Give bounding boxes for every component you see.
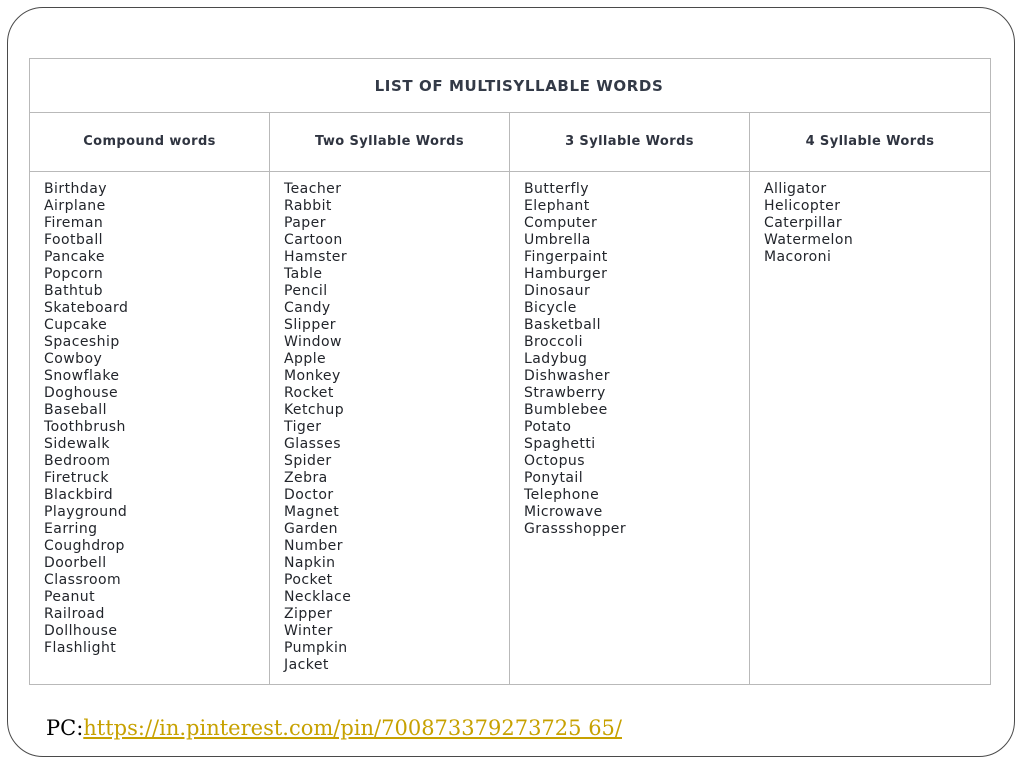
word-item: Zebra bbox=[284, 470, 328, 486]
word-item: Sidewalk bbox=[44, 436, 110, 452]
word-item: Window bbox=[284, 334, 342, 350]
word-item: Number bbox=[284, 538, 343, 554]
column-compound-words bbox=[30, 171, 270, 684]
word-item: Bedroom bbox=[44, 453, 111, 469]
word-item: Earring bbox=[44, 521, 98, 537]
word-item: Winter bbox=[284, 623, 333, 639]
header-compound-words: Compound words bbox=[30, 112, 270, 171]
word-item: Airplane bbox=[44, 198, 106, 214]
word-item: Flashlight bbox=[44, 640, 117, 656]
table-title: LIST OF MULTISYLLABLE WORDS bbox=[374, 76, 664, 95]
word-item: Teacher bbox=[284, 181, 342, 197]
word-item: Dishwasher bbox=[524, 368, 610, 384]
word-item: Toothbrush bbox=[44, 419, 126, 435]
word-item: Glasses bbox=[284, 436, 341, 452]
word-item: Grassshopper bbox=[524, 521, 627, 537]
word-item: Strawberry bbox=[524, 385, 606, 401]
header-two-syllable-words: Two Syllable Words bbox=[270, 112, 510, 171]
word-item: Baseball bbox=[44, 402, 107, 418]
word-item: Doghouse bbox=[44, 385, 119, 401]
word-item: Telephone bbox=[524, 487, 600, 503]
multisyllable-word-table bbox=[29, 58, 991, 685]
word-item: Ladybug bbox=[524, 351, 588, 367]
word-item: Table bbox=[284, 266, 323, 282]
word-item: Fingerpaint bbox=[524, 249, 608, 265]
word-item: Bathtub bbox=[44, 283, 103, 299]
table-header-row bbox=[30, 112, 990, 172]
word-item: Ponytail bbox=[524, 470, 584, 486]
word-item: Zipper bbox=[284, 606, 333, 622]
word-item: Dollhouse bbox=[44, 623, 118, 639]
header-three-syllable-words: 3 Syllable Words bbox=[510, 112, 750, 171]
word-item: Computer bbox=[524, 215, 598, 231]
word-item: Pancake bbox=[44, 249, 105, 265]
word-item: Hamburger bbox=[524, 266, 608, 282]
word-item: Watermelon bbox=[764, 232, 854, 248]
word-item: Umbrella bbox=[524, 232, 591, 248]
word-item: Doctor bbox=[284, 487, 334, 503]
word-item: Cartoon bbox=[284, 232, 343, 248]
word-item: Spaghetti bbox=[524, 436, 596, 452]
credit-prefix: PC: bbox=[46, 716, 84, 740]
word-item: Skateboard bbox=[44, 300, 129, 316]
word-item: Magnet bbox=[284, 504, 340, 520]
word-item: Snowflake bbox=[44, 368, 120, 384]
word-item: Birthday bbox=[44, 181, 107, 197]
word-item: Fireman bbox=[44, 215, 104, 231]
word-item: Classroom bbox=[44, 572, 122, 588]
word-item: Rocket bbox=[284, 385, 334, 401]
word-item: Potato bbox=[524, 419, 572, 435]
column-two-syllable-words bbox=[270, 171, 510, 684]
word-item: Bicycle bbox=[524, 300, 577, 316]
word-item: Blackbird bbox=[44, 487, 114, 503]
word-item: Playground bbox=[44, 504, 128, 520]
table-title-row bbox=[30, 59, 990, 113]
word-item: Pumpkin bbox=[284, 640, 348, 656]
word-item: Butterfly bbox=[524, 181, 589, 197]
word-item: Football bbox=[44, 232, 104, 248]
word-item: Basketball bbox=[524, 317, 601, 333]
word-item: Broccoli bbox=[524, 334, 583, 350]
word-item: Monkey bbox=[284, 368, 341, 384]
word-item: Rabbit bbox=[284, 198, 332, 214]
credit-link[interactable]: https://in.pinterest.com/pin/700873379273725 65/ bbox=[83, 716, 622, 740]
word-item: Paper bbox=[284, 215, 326, 231]
word-item: Popcorn bbox=[44, 266, 104, 282]
word-item: Pocket bbox=[284, 572, 333, 588]
word-list bbox=[44, 181, 269, 657]
column-three-syllable-words bbox=[510, 171, 750, 684]
word-list bbox=[284, 181, 509, 674]
word-item: Doorbell bbox=[44, 555, 107, 571]
word-item: Caterpillar bbox=[764, 215, 843, 231]
word-list bbox=[764, 181, 990, 266]
table-body-row bbox=[30, 171, 990, 684]
word-item: Coughdrop bbox=[44, 538, 125, 554]
word-item: Apple bbox=[284, 351, 327, 367]
word-item: Necklace bbox=[284, 589, 352, 605]
word-item: Candy bbox=[284, 300, 331, 316]
word-item: Elephant bbox=[524, 198, 590, 214]
word-item: Bumblebee bbox=[524, 402, 608, 418]
word-item: Jacket bbox=[284, 657, 329, 673]
word-list bbox=[524, 181, 749, 538]
word-item: Cowboy bbox=[44, 351, 103, 367]
word-item: Octopus bbox=[524, 453, 585, 469]
word-item: Cupcake bbox=[44, 317, 108, 333]
word-item: Firetruck bbox=[44, 470, 109, 486]
word-item: Garden bbox=[284, 521, 339, 537]
word-item: Macoroni bbox=[764, 249, 832, 265]
word-item: Microwave bbox=[524, 504, 603, 520]
word-item: Alligator bbox=[764, 181, 827, 197]
word-item: Railroad bbox=[44, 606, 105, 622]
word-item: Spider bbox=[284, 453, 332, 469]
header-four-syllable-words: 4 Syllable Words bbox=[805, 134, 935, 149]
word-item: Tiger bbox=[284, 419, 322, 435]
word-item: Peanut bbox=[44, 589, 96, 605]
word-item: Slipper bbox=[284, 317, 336, 333]
word-item: Spaceship bbox=[44, 334, 120, 350]
photo-credit bbox=[46, 716, 622, 740]
word-item: Ketchup bbox=[284, 402, 345, 418]
word-item: Dinosaur bbox=[524, 283, 591, 299]
word-item: Pencil bbox=[284, 283, 328, 299]
word-item: Helicopter bbox=[764, 198, 841, 214]
column-four-syllable-words bbox=[750, 171, 990, 684]
word-item: Napkin bbox=[284, 555, 336, 571]
word-item: Hamster bbox=[284, 249, 348, 265]
